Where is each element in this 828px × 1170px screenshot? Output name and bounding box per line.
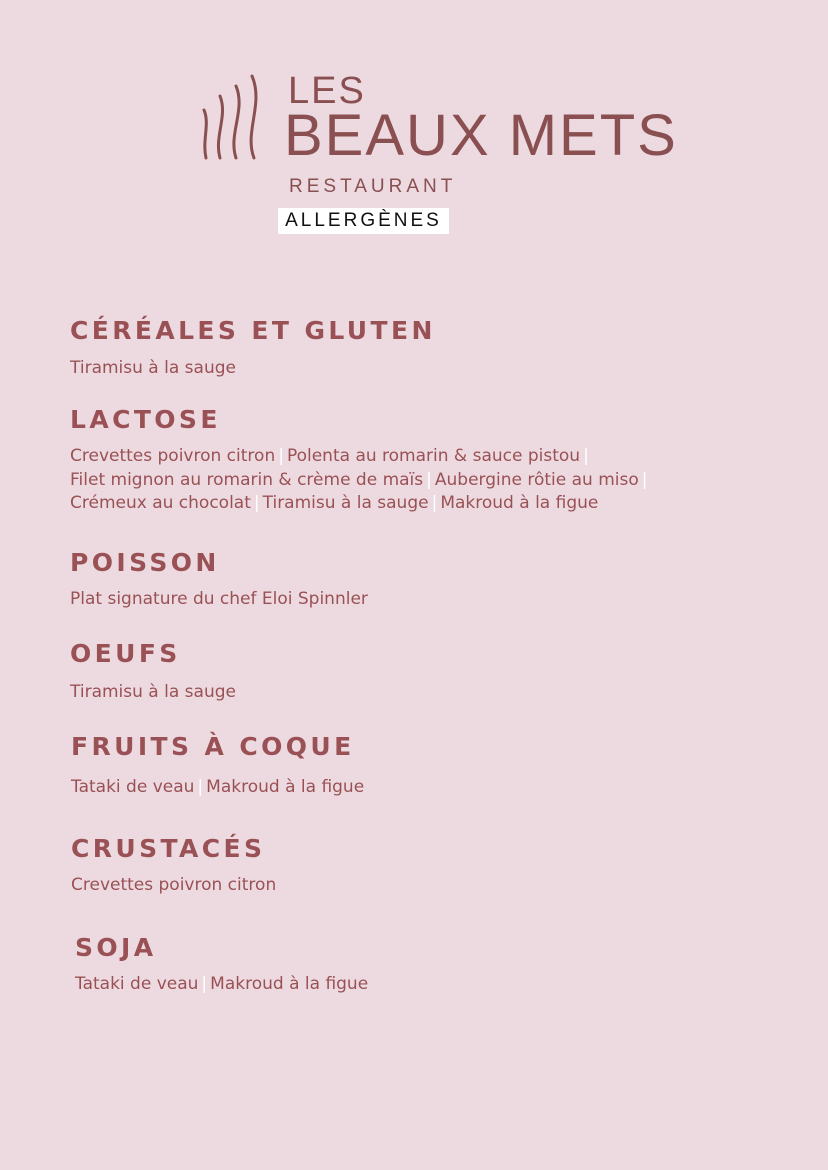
separator: | [253,493,260,513]
dish-name: Makroud à la figue [206,777,365,797]
brand-name: BEAUX METS [284,103,678,168]
separator: | [431,493,438,513]
dish-name: Tataki de veau [71,777,195,797]
separator: | [201,974,208,994]
dish-name: Crevettes poivron citron [71,875,277,895]
separator: | [583,446,589,466]
allergen-section [71,834,277,895]
allergens-tag: ALLERGÈNES [278,208,449,234]
waves-logo-icon [200,74,270,166]
dish-list [70,445,651,516]
dish-name: Filet mignon au romarin & crème de maïs [70,469,424,490]
dish-line [70,445,651,469]
dish-list [70,357,236,381]
allergen-title: OEUFS [70,639,181,668]
dish-line [70,357,236,381]
allergen-title: POISSON [70,548,220,577]
dish-line [70,588,368,612]
brand-line-les: LES [288,70,366,112]
separator: | [197,777,204,797]
allergen-title: SOJA [75,933,157,962]
allergen-section [70,316,436,378]
allergen-title: FRUITS À COQUE [71,732,355,761]
allergen-title: CÉRÉALES ET GLUTEN [70,316,436,345]
dish-line [70,681,236,705]
dish-name: Plat signature du chef Eloi Spinnler [70,589,368,609]
dish-line [71,874,276,898]
dish-name: Crémeux au chocolat [70,493,251,513]
dish-name: Tiramisu à la sauge [262,493,429,513]
dish-name: Tataki de veau [75,974,199,994]
dish-name: Tiramisu à la sauge [70,358,236,378]
separator: | [426,469,432,490]
dish-line [70,469,651,493]
dish-list [70,681,236,705]
dish-list [71,776,364,800]
allergen-section [71,732,365,797]
allergen-section [70,548,368,609]
dish-name: Aubergine rôtie au miso [434,469,639,490]
dish-line [75,973,368,997]
allergen-title: CRUSTACÉS [71,834,266,863]
dish-name: Makroud à la figue [440,493,599,513]
dish-name: Tiramisu à la sauge [70,682,236,702]
brand-subtitle: RESTAURANT [289,176,457,197]
dish-line [71,776,364,800]
allergen-section [75,933,369,994]
dish-list [71,874,276,898]
dish-name: Makroud à la figue [210,974,369,994]
allergen-section [70,405,648,513]
dish-name: Crevettes poivron citron [70,446,276,466]
separator: | [641,469,648,490]
dish-list [70,588,368,612]
allergen-title: LACTOSE [70,405,221,434]
dish-list [75,973,368,997]
allergen-section [70,639,236,702]
dish-line [70,492,651,516]
dish-name: Polenta au romarin & sauce pistou [286,446,581,466]
separator: | [278,446,284,466]
